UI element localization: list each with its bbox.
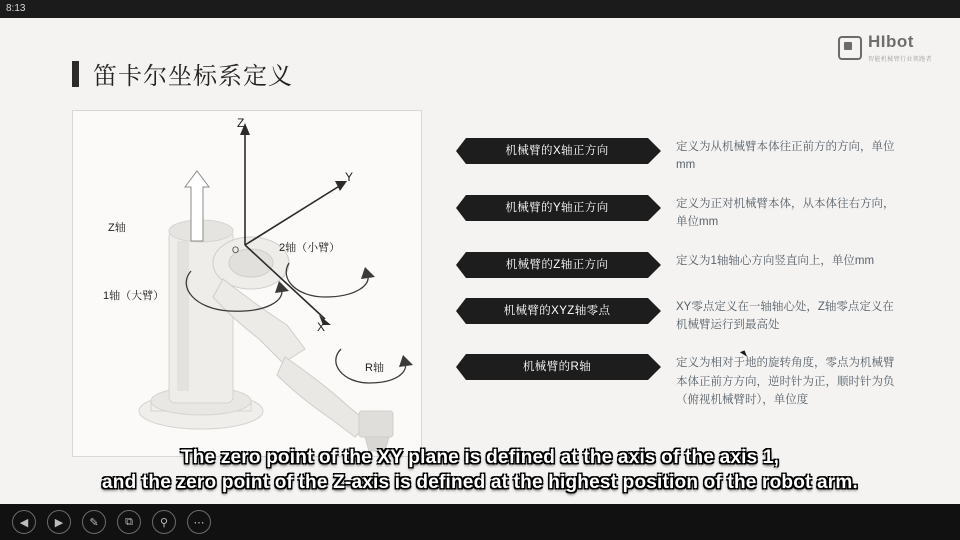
next-slide-button[interactable]: ▶: [47, 510, 71, 534]
player-toolbar: [0, 504, 960, 540]
robot-arm-diagram: [72, 110, 422, 457]
brand-name: HIbot: [867, 32, 914, 51]
screenshot-button[interactable]: ⧉: [117, 510, 141, 534]
prev-slide-button[interactable]: ◀: [12, 510, 36, 534]
brand-tagline: 智能机械臂行业领跑者: [867, 57, 932, 63]
tag-xyz-zero: 机械臂的XYZ轴零点: [466, 298, 648, 324]
zoom-tool-button[interactable]: ⚲: [152, 510, 176, 534]
desc-z-axis: 定义为1轴轴心方向竖直向上，单位mm: [676, 254, 875, 267]
list-item: [466, 195, 896, 232]
pen-tool-button[interactable]: ✎: [82, 510, 106, 534]
tag-z-axis: 机械臂的Z轴正方向: [466, 252, 648, 278]
axis1-caption: 1轴（大臂）: [103, 290, 165, 302]
desc-x-axis: 定义为从机械臂本体往正前方的方向，单位mm: [676, 141, 895, 172]
list-item: [466, 354, 896, 409]
tag-x-axis: 机械臂的X轴正方向: [466, 138, 648, 164]
subtitle-overlay: [0, 445, 960, 495]
tag-r-axis: 机械臂的R轴: [466, 354, 648, 380]
desc-y-axis: 定义为正对机械臂本体，从本体往右方向，单位mm: [676, 197, 895, 229]
video-timestamp: 8:13: [0, 0, 960, 18]
z-axis-caption: Z轴: [108, 222, 126, 234]
robot-arm-illustration: [73, 111, 419, 454]
page-title: [72, 56, 293, 91]
axis-y-label: Y: [345, 170, 354, 184]
list-item: [466, 298, 896, 335]
logo-mark-icon: [838, 36, 862, 60]
brand-logo: [838, 32, 932, 63]
origin-label: O: [232, 245, 240, 255]
title-accent-bar: [72, 61, 79, 87]
title-text: 笛卡尔坐标系定义: [93, 63, 293, 90]
list-item: [466, 252, 896, 278]
more-options-button[interactable]: ⋯: [187, 510, 211, 534]
axis-x-label: X: [317, 320, 326, 334]
desc-r-axis: 定义为相对于地的旋转角度，零点为机械臂本体正前方方向，逆时针为正，顺时针为负（俯视机械臂时），单位度: [676, 357, 895, 407]
axis2-caption: 2轴（小臂）: [279, 242, 341, 254]
tag-y-axis: 机械臂的Y轴正方向: [466, 195, 648, 221]
definition-list: [466, 138, 896, 430]
list-item: [466, 138, 896, 175]
axis-r-caption: R轴: [365, 362, 384, 374]
desc-xyz-zero: XY零点定义在一轴轴心处，Z轴零点定义在机械臂运行到最高处: [676, 300, 894, 331]
subtitle-line-2: and the zero point of the Z-axis is defined at the highest position of the robot arm.: [102, 472, 858, 493]
axis-z-label: Z: [237, 116, 245, 130]
subtitle-line-1: The zero point of the XY plane is defined at the axis of the axis 1,: [180, 447, 780, 468]
